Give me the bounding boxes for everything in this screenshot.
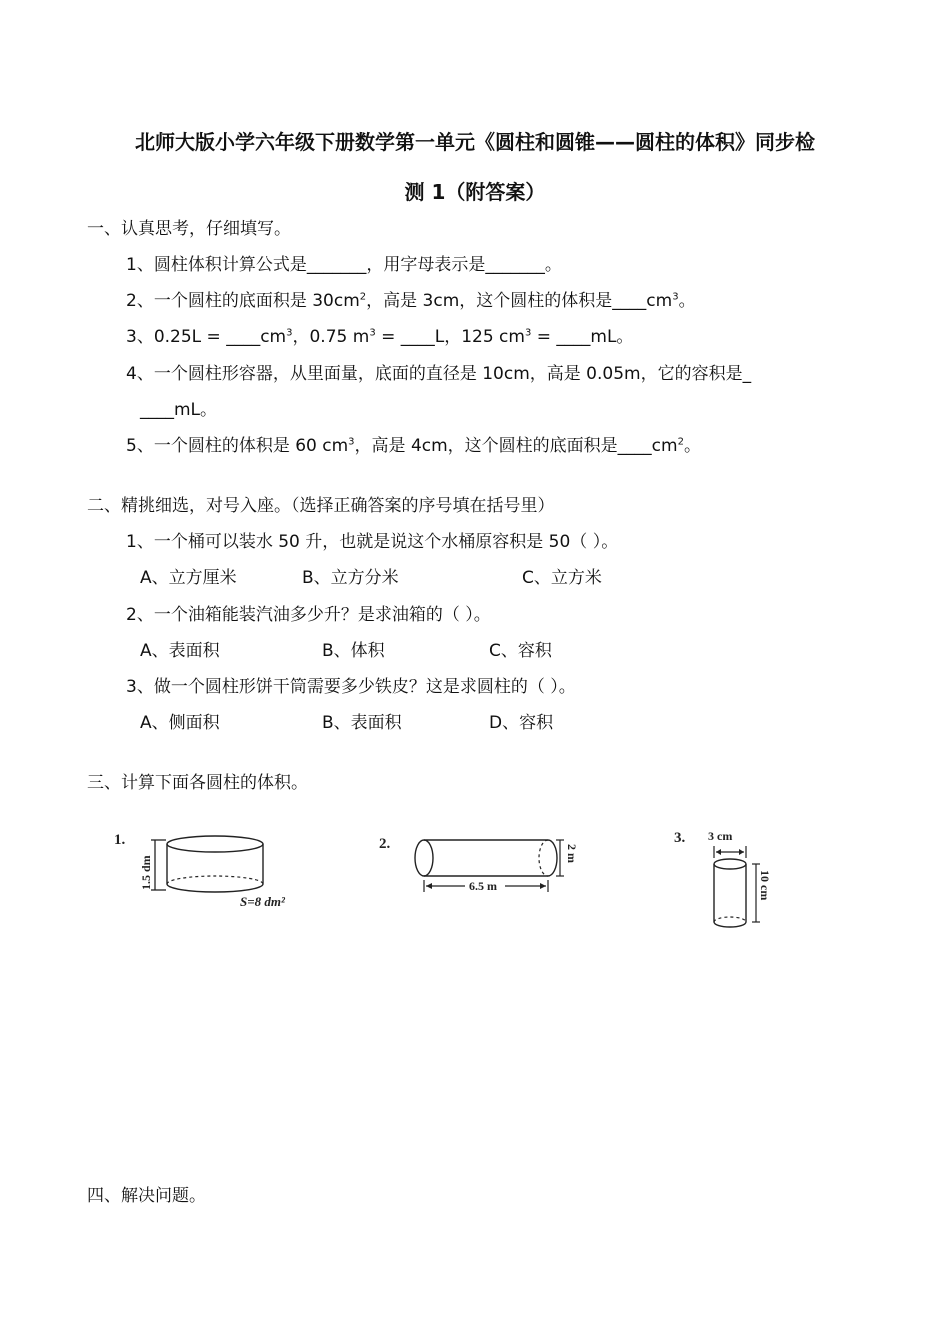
page-title-line-1: 北师大版小学六年级下册数学第一单元《圆柱和圆锥——圆柱的体积》同步检 (135, 130, 815, 154)
s1-question-1: 1、圆柱体积计算公式是_______，用字母表示是_______。 (126, 255, 562, 275)
s2-q1-option-c: C、立方米 (522, 568, 602, 588)
s2-q3-option-a: A、侧面积 (140, 713, 220, 733)
s2-q3-option-d: D、容积 (489, 713, 554, 733)
section-1-heading: 一、认真思考，仔细填写。 (87, 219, 291, 239)
figure-2-diameter-label: 2 m (565, 844, 579, 863)
s2-q2-option-a: A、表面积 (140, 641, 220, 661)
cylinder-figure-3 (668, 822, 788, 937)
figure-2-number: 2. (379, 836, 391, 852)
cylinder-figure-1 (108, 822, 308, 917)
s2-question-2: 2、一个油箱能装汽油多少升？是求油箱的（ ）。 (126, 605, 491, 625)
figure-1-height-label: 1.5 dm (139, 855, 153, 890)
s1-question-2: 2、一个圆柱的底面积是 $30cm^2$，高是 3cm，这个圆柱的体积是$\_\_\_\_cm^3$。 (126, 291, 696, 311)
cylinder-figure-2 (375, 828, 595, 898)
s2-question-1: 1、一个桶可以装水 50 升，也就是说这个水桶原容积是 50（ ）。 (126, 532, 619, 552)
section-3-heading: 三、计算下面各圆柱的体积。 (87, 773, 308, 793)
s2-q2-option-c: C、容积 (489, 641, 552, 661)
s2-q3-option-b: B、表面积 (322, 713, 402, 733)
section-4-heading: 四、解决问题。 (87, 1186, 206, 1206)
section-2-heading: 二、精挑细选，对号入座。（选择正确答案的序号填在括号里） (87, 496, 555, 516)
s2-q1-option-a: A、立方厘米 (140, 568, 237, 588)
page-title-line-2: 测 1（附答案） (404, 180, 546, 204)
figure-3-height-label: 10 cm (758, 870, 772, 901)
figure-3-number: 3. (674, 830, 686, 846)
s2-question-3: 3、做一个圆柱形饼干筒需要多少铁皮？这是求圆柱的（ ）。 (126, 677, 576, 697)
figure-2-length-label: 6.5 m (469, 879, 497, 893)
s1-question-3: 3、$0.25L = \_\_\_\_cm^3$，0.75 $m^3$ = ____L，125 $cm^3$ = ____mL。 (126, 327, 634, 347)
figure-3-diameter-label: 3 cm (708, 829, 733, 843)
s2-q1-option-b: B、立方分米 (302, 568, 399, 588)
s1-question-5: 5、一个圆柱的体积是 60 $cm^3$，高是 4cm，这个圆柱的底面积是$\_\_\_\_cm^2$。 (126, 436, 701, 456)
s1-question-4: 4、一个圆柱形容器，从里面量，底面的直径是 10cm，高是 0.05m，它的容积是_ (126, 364, 752, 384)
figure-1-area-label: S=8 dm² (240, 894, 285, 909)
figure-1-number: 1. (114, 832, 126, 848)
s2-q2-option-b: B、体积 (322, 641, 385, 661)
s1-question-4-continued: ____mL。 (140, 400, 218, 420)
